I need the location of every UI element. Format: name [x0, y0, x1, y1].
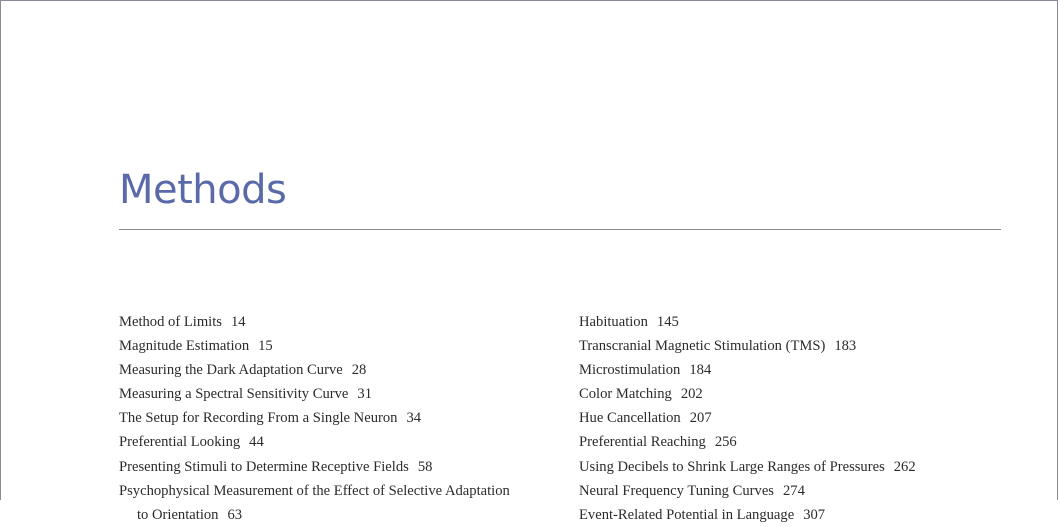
method-name: Color Matching [579, 386, 672, 403]
method-name: Measuring the Dark Adaptation Curve [119, 362, 343, 379]
method-name: Magnitude Estimation [119, 338, 250, 355]
list-item [579, 310, 999, 334]
page-number: 183 [834, 338, 857, 355]
list-item [119, 358, 519, 382]
list-item [579, 430, 999, 454]
methods-list-left [119, 310, 519, 527]
page-number: 63 [227, 506, 243, 523]
method-name: The Setup for Recording From a Single Neuron [119, 410, 398, 427]
method-name: Using Decibels to Shrink Large Ranges of Pressures [579, 458, 885, 475]
list-item [119, 455, 519, 479]
page-number: 307 [803, 506, 826, 523]
page-title: Methods [119, 167, 287, 213]
methods-list-right [579, 310, 999, 527]
list-item [579, 358, 999, 382]
method-name: Hue Cancellation [579, 410, 681, 427]
method-name: Measuring a Spectral Sensitivity Curve [119, 386, 349, 403]
method-name: Microstimulation [579, 362, 681, 379]
page-number: 44 [249, 434, 264, 451]
method-name: Event-Related Potential in Language [579, 506, 795, 523]
page-number: 28 [351, 362, 367, 379]
method-name: Preferential Looking [119, 434, 241, 451]
list-item [579, 406, 999, 430]
list-item [579, 479, 999, 503]
list-item [119, 382, 519, 406]
list-item [119, 430, 519, 454]
page-number: 256 [714, 434, 737, 451]
list-item [579, 455, 999, 479]
method-name: Method of Limits [119, 314, 222, 330]
page-number: 262 [893, 458, 916, 475]
method-name: Presenting Stimuli to Determine Receptive Fields [119, 458, 409, 475]
list-item [119, 479, 519, 527]
method-name: Psychophysical Measurement of the Effect of Selective Adaptation to Orientation [119, 482, 510, 523]
page-number: 34 [406, 410, 422, 427]
list-item [119, 310, 519, 334]
method-name: Habituation [579, 314, 648, 330]
list-item [579, 503, 999, 527]
page-number: 274 [782, 482, 805, 499]
method-name: Preferential Reaching [579, 434, 706, 451]
list-item [119, 334, 519, 358]
page-number: 31 [357, 386, 372, 403]
title-divider [119, 229, 1001, 230]
page-number: 145 [656, 314, 679, 330]
page-number: 15 [258, 338, 273, 355]
page-number: 202 [680, 386, 703, 403]
list-item [579, 382, 999, 406]
page-number: 14 [230, 314, 246, 330]
list-item [119, 406, 519, 430]
page-number: 207 [689, 410, 712, 427]
list-item [579, 334, 999, 358]
method-name: Transcranial Magnetic Stimulation (TMS) [579, 338, 826, 355]
page-number: 184 [689, 362, 712, 379]
method-name: Neural Frequency Tuning Curves [579, 482, 774, 499]
page-number: 58 [417, 458, 433, 475]
